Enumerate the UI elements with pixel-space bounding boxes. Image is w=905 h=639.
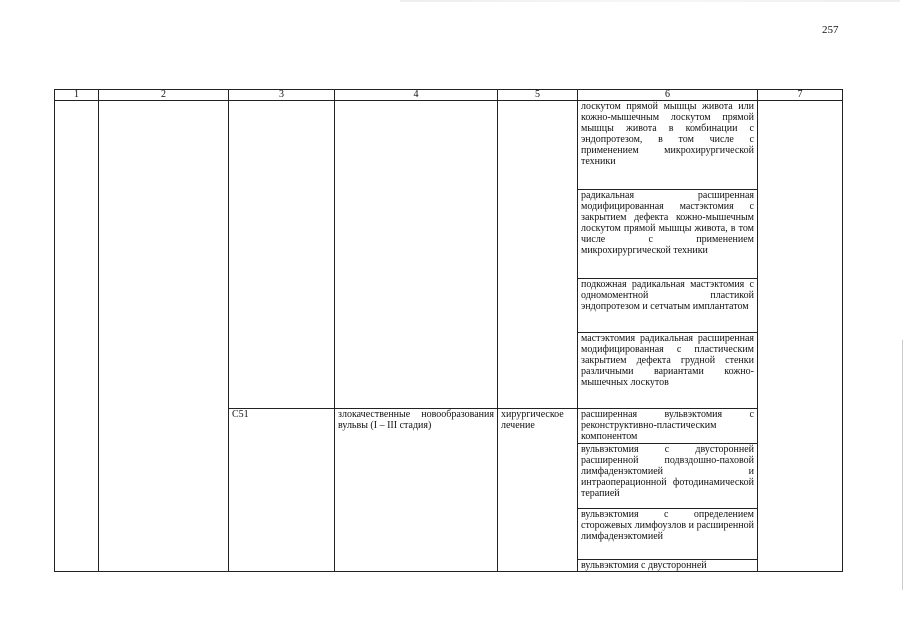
operation-cell: расширенная вульвэктомия с реконструктивно-пластическим компонентом bbox=[578, 409, 758, 444]
operation-cell: вульвэктомия с определением сторожевых лимфоузлов и расширенной лимфаденэктомией bbox=[578, 509, 758, 560]
table-row bbox=[55, 101, 843, 190]
column-7-cell bbox=[758, 101, 843, 572]
diagnosis-name: злокачественные новообразования вульвы (I – III стадия) bbox=[335, 409, 498, 572]
treatment-type: хирургическое лечение bbox=[498, 409, 578, 572]
column-header-3: 3 bbox=[229, 90, 335, 101]
column-number-row bbox=[55, 90, 843, 101]
column-4-cell-empty bbox=[335, 101, 498, 409]
column-header-2: 2 bbox=[99, 90, 229, 101]
column-3-cell-empty bbox=[229, 101, 335, 409]
column-header-5: 5 bbox=[498, 90, 578, 101]
medical-procedures-table bbox=[54, 89, 843, 572]
operation-cell: подкожная радикальная мастэктомия с одномоментной пластикой эндопротезом и сетчатым имплантатом bbox=[578, 279, 758, 333]
column-header-7: 7 bbox=[758, 90, 843, 101]
column-2-cell bbox=[99, 101, 229, 572]
column-header-6: 6 bbox=[578, 90, 758, 101]
diagnosis-code: C51 bbox=[229, 409, 335, 572]
column-header-4: 4 bbox=[335, 90, 498, 101]
operation-cell: мастэктомия радикальная расширенная модифицированная с пластическим закрытием дефекта грудной стенки различными вариантами кожно-мышечных лоскутов bbox=[578, 333, 758, 409]
column-header-1: 1 bbox=[55, 90, 99, 101]
operation-cell: радикальная расширенная модифицированная мастэктомия с закрытием дефекта кожно-мышечным лоскутом прямой мышцы живота, в том числе с применением микрохирургической техники bbox=[578, 190, 758, 279]
operation-cell: вульвэктомия с двусторонней bbox=[578, 560, 758, 572]
operation-cell: лоскутом прямой мышцы живота или кожно-мышечным лоскутом прямой мышцы живота в комбинации с эндопротезом, в том числе с применением микрохирургической техники bbox=[578, 101, 758, 190]
scan-artifact-top bbox=[400, 0, 900, 2]
scan-artifact-right bbox=[902, 340, 903, 590]
operation-cell: вульвэктомия с двусторонней расширенной подвздошно-паховой лимфаденэктомией и интраоперационной фотодинамической терапией bbox=[578, 444, 758, 509]
column-1-cell bbox=[55, 101, 99, 572]
page-number: 257 bbox=[822, 24, 839, 36]
column-5-cell-empty bbox=[498, 101, 578, 409]
